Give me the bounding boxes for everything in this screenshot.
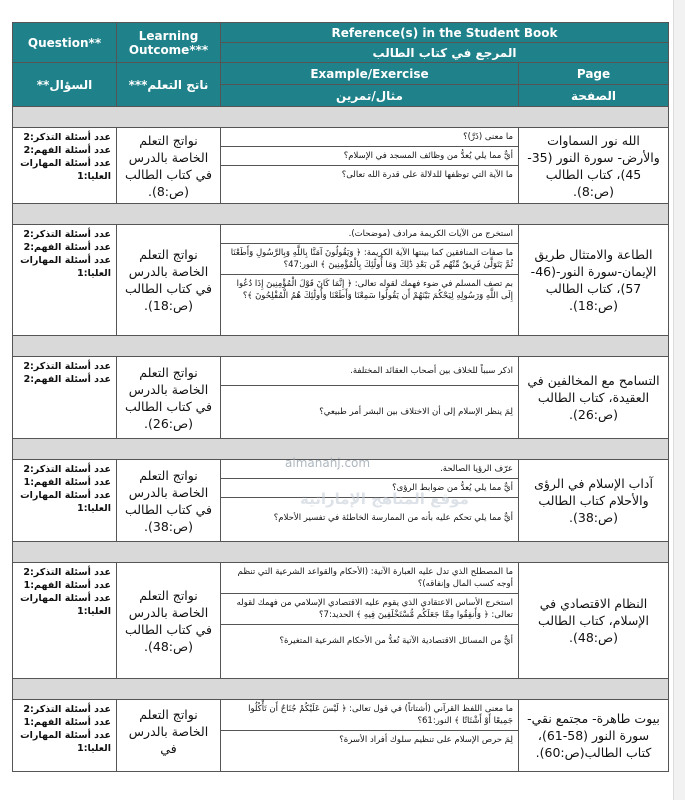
example-header-ar: مثال/تمرين: [221, 85, 519, 107]
example-item: ما صفات المنافقين كما بينتها الآية الكريمة: ﴿ وَيَقُولُونَ آمَنَّا بِاللَّهِ وَبِالرَّسُولِ وَأَطَعْنَا ثُمَّ يَتَوَلَّىٰ فَرِيقٌ مِّنْهُم مِّن بَعْدِ ذَٰلِكَ وَمَا أُولَٰئِكَ بِالْمُؤْمِنِينَ ﴾ النور:47؟: [221, 244, 518, 275]
page-reference: النظام الاقتصادي في الإسلام، كتاب الطالب (ص:48).: [519, 563, 669, 679]
question-counts: عدد أسئلة التذكر:2 عدد أسئلة الفهم:2 عدد أسئلة المهارات العليا:1: [13, 225, 117, 336]
question-counts: عدد أسئلة التذكر:2 عدد أسئلة الفهم:2 عدد أسئلة المهارات العليا:1: [13, 128, 117, 204]
watermark-text: موقع المناهج الإماراتية: [300, 490, 469, 508]
row-separator: [13, 107, 669, 128]
examples-cell: [221, 563, 519, 679]
row-separator: [13, 542, 669, 563]
example-item: ما معنى اللفظ القرآني (أشتاتاً) في قول تعالى: ﴿ لَيْسَ عَلَيْكُمْ جُنَاحٌ أَن تَأْكُلُوا جَمِيعًا أَوْ أَشْتَاتًا ﴾ النور:61؟: [221, 700, 518, 731]
page-reference: آداب الإسلام في الرؤى والأحلام كتاب الطالب (ص:38).: [519, 460, 669, 542]
question-counts: عدد أسئلة التذكر:2 عدد أسئلة الفهم:2: [13, 357, 117, 439]
question-counts: عدد أسئلة التذكر:2 عدد أسئلة الفهم:1 عدد أسئلة المهارات العليا:1: [13, 563, 117, 679]
page-reference: الله نور السماوات والأرض- سورة النور (35-45)، كتاب الطالب (ص:8).: [519, 128, 669, 204]
examples-cell: [221, 128, 519, 204]
example-item: أيٌّ من المسائل الاقتصادية الآتية تُعدُّ من الأحكام الشرعية المتغيرة؟: [279, 636, 513, 646]
examples-cell: [221, 357, 519, 439]
outcome-header-en: Learning Outcome***: [117, 23, 221, 63]
example-item: بم تصف المسلم في ضوء فهمك لقوله تعالى: ﴿ إِنَّمَا كَانَ قَوْلَ الْمُؤْمِنِينَ إِذَا دُعُوا إِلَى اللَّهِ وَرَسُولِهِ لِيَحْكُمَ بَيْنَهُمْ أَن يَقُولُوا سَمِعْنَا وَأَطَعْنَا وَأُولَٰئِكَ هُمُ الْمُفْلِحُونَ ﴾؟: [236, 279, 513, 301]
example-item: أيٌّ مما يلي يُعدُّ من ضوابط الرؤى؟: [221, 479, 518, 498]
learning-outcome: نواتج التعلم الخاصة بالدرس في كتاب الطالب (ص:26).: [117, 357, 221, 439]
table-row: [13, 357, 669, 439]
table-row: [13, 563, 669, 679]
example-item: ما المصطلح الذي تدل عليه العبارة الآتية: (الأحكام والقواعد الشرعية التي تنظم أوجه كسب المال وإنفاقه)؟: [221, 563, 518, 594]
page-reference: التسامح مع المخالفين في العقيدة، كتاب الطالب (ص:26).: [519, 357, 669, 439]
reference-header-ar: المرجع في كتاب الطالب: [221, 43, 669, 63]
example-item: استخرج الأساس الاعتقادي الذي يقوم عليه الاقتصادي الإسلامي من فهمك لقوله تعالى: ﴿ وَأَنفِقُوا مِمَّا جَعَلَكُم مُّسْتَخْلَفِينَ فِيهِ ﴾ الحديد:7؟: [221, 594, 518, 625]
page-header-en: Page: [519, 63, 669, 85]
example-item: عرّف الرؤيا الصالحة.: [221, 460, 518, 479]
example-item: استخرج من الآيات الكريمة مرادف (موضحات).: [221, 225, 518, 244]
row-separator: [13, 204, 669, 225]
examples-cell: [221, 225, 519, 336]
exam-spec-table: [12, 22, 669, 772]
example-item: ما معنى (ذَرَّ)؟: [221, 128, 518, 147]
table-row: [13, 225, 669, 336]
row-separator: [13, 679, 669, 700]
example-item: اذكر سبباً للخلاف بين أصحاب العقائد المختلفة.: [221, 357, 518, 386]
example-item: أيٌّ مما يلي تحكم عليه بأنه من الممارسة الخاطئة في تفسير الأحلام؟: [273, 513, 513, 523]
outcome-header-ar: ناتج التعلم***: [117, 63, 221, 107]
table-row: [13, 700, 669, 772]
learning-outcome: نواتج التعلم الخاصة بالدرس في كتاب الطالب (ص:38).: [117, 460, 221, 542]
example-item: لِمَ حرص الإسلام على تنظيم سلوك أفراد الأسرة؟: [339, 735, 513, 745]
page-reference: بيوت طاهرة- مجتمع نقي- سورة النور (58-61)، كتاب الطالب(ص:60).: [519, 700, 669, 772]
example-header-en: Example/Exercise: [221, 63, 519, 85]
learning-outcome: نواتج التعلم الخاصة بالدرس في كتاب الطالب (ص:48).: [117, 563, 221, 679]
example-item: أيٌّ مما يلي يُعدُّ من وظائف المسجد في الإسلام؟: [221, 147, 518, 166]
table-row: [13, 128, 669, 204]
page-header-ar: الصفحة: [519, 85, 669, 107]
row-separator: [13, 336, 669, 357]
question-header-ar: السؤال**: [13, 63, 117, 107]
question-counts: عدد أسئلة التذكر:2 عدد أسئلة الفهم:1 عدد أسئلة المهارات العليا:1: [13, 460, 117, 542]
question-counts: عدد أسئلة التذكر:2 عدد أسئلة الفهم:1 عدد أسئلة المهارات العليا:1: [13, 700, 117, 772]
page-edge: [673, 0, 685, 800]
reference-header-en: Reference(s) in the Student Book: [221, 23, 669, 43]
watermark-site: almanahj.com: [285, 456, 371, 470]
question-header-en: Question**: [13, 23, 117, 63]
example-item: لِمَ ينظر الإسلام إلى أن الاختلاف بين البشر أمر طبيعي؟: [319, 407, 513, 417]
learning-outcome: نواتج التعلم الخاصة بالدرس في: [117, 700, 221, 772]
page-reference: الطاعة والامتثال طريق الإيمان-سورة النور-(46-57)، كتاب الطالب (ص:18).: [519, 225, 669, 336]
learning-outcome: نواتج التعلم الخاصة بالدرس في كتاب الطالب (ص:8).: [117, 128, 221, 204]
learning-outcome: نواتج التعلم الخاصة بالدرس في كتاب الطالب (ص:18).: [117, 225, 221, 336]
examples-cell: [221, 700, 519, 772]
example-item: ما الآية التي توظفها للدلالة على قدرة الله تعالى؟: [341, 170, 513, 180]
